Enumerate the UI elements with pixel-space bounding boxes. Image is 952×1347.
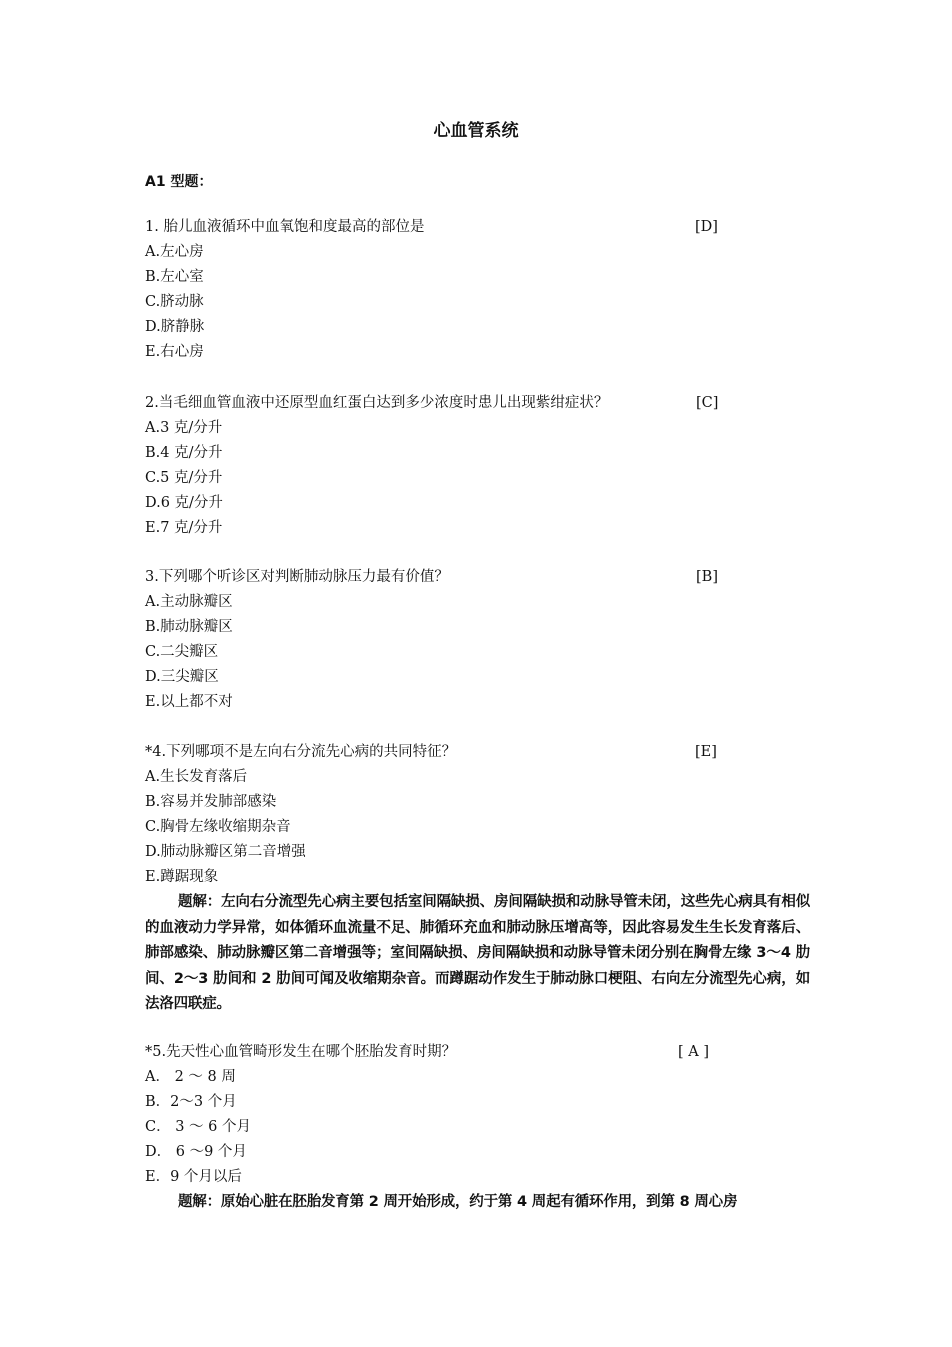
page-title: 心血管系统 — [433, 121, 519, 141]
option-b: B.左心室 — [145, 269, 204, 285]
option-d: D.6 克/分升 — [145, 495, 223, 511]
question-stem-row — [145, 740, 810, 765]
option-d: D.脐静脉 — [145, 319, 205, 335]
option-a: A.左心房 — [145, 244, 204, 260]
option-b: B.肺动脉瓣区 — [145, 619, 233, 635]
question-stem-row — [145, 565, 810, 590]
question-1 — [145, 215, 810, 365]
option-d: D.肺动脉瓣区第二音增强 — [145, 844, 306, 860]
question-answer: [C] — [696, 395, 719, 411]
option-e: E.蹲踞现象 — [145, 869, 219, 885]
option-e: E.以上都不对 — [145, 694, 233, 710]
option-c: C.5 克/分升 — [145, 470, 223, 486]
question-answer: [ A ] — [678, 1044, 710, 1060]
section-heading: A1 型题： — [145, 174, 213, 190]
option-a: A.主动脉瓣区 — [145, 594, 233, 610]
question-4 — [145, 740, 810, 1018]
question-stem-row — [145, 1040, 810, 1065]
question-stem: 2.当毛细血管血液中还原型血红蛋白达到多少浓度时患儿出现紫绀症状？ — [145, 395, 609, 411]
option-c: C.脐动脉 — [145, 294, 204, 310]
question-3 — [145, 565, 810, 715]
option-e: E.7 克/分升 — [145, 520, 223, 536]
question-stem: *4.下列哪项不是左向右分流先心病的共同特征？ — [145, 744, 457, 760]
question-stem-row — [145, 215, 810, 240]
question-explanation: 题解：原始心脏在胚胎发育第 2 周开始形成，约于第 4 周起有循环作用，到第 8 周心房 — [178, 1194, 738, 1210]
option-a: A． 2 ～ 8 周 — [145, 1069, 236, 1085]
question-5 — [145, 1040, 810, 1216]
option-e: E．9 个月以后 — [145, 1169, 242, 1185]
option-c: C.二尖瓣区 — [145, 644, 219, 660]
question-stem: 1. 胎儿血液循环中血氧饱和度最高的部位是 — [145, 219, 425, 235]
option-b: B.4 克/分升 — [145, 445, 223, 461]
question-explanation: 题解：左向右分流型先心病主要包括室间隔缺损、房间隔缺损和动脉导管未闭，这些先心病具有相似的血液动力学异常，如体循环血流量不足、肺循环充血和肺动脉压增高等，因此容易发生生长发育落后、肺部感染、肺动脉瓣区第二音增强等；室间隔缺损、房间隔缺损和动脉导管未闭分别在胸骨左缘 3～4 肋间、2～3 肋间和 2 肋间可闻及收缩期杂音。而蹲踞动作发生于肺动脉口梗阻、右向左分流型先心病，如法洛四联症。 — [145, 894, 810, 1012]
option-e: E.右心房 — [145, 344, 204, 360]
option-b: B.容易并发肺部感染 — [145, 794, 277, 810]
question-answer: [D] — [695, 219, 718, 235]
question-answer: [E] — [695, 744, 717, 760]
option-c: C.胸骨左缘收缩期杂音 — [145, 819, 291, 835]
option-c: C． 3 ～ 6 个月 — [145, 1119, 251, 1135]
question-stem: *5.先天性心血管畸形发生在哪个胚胎发育时期？ — [145, 1044, 457, 1060]
option-a: A.3 克/分升 — [145, 420, 223, 436]
option-d: D． 6 ～9 个月 — [145, 1144, 247, 1160]
option-d: D.三尖瓣区 — [145, 669, 219, 685]
question-2 — [145, 391, 810, 541]
option-b: B．2～3 个月 — [145, 1094, 237, 1110]
option-a: A.生长发育落后 — [145, 769, 248, 785]
question-answer: [B] — [696, 569, 718, 585]
question-stem: 3.下列哪个听诊区对判断肺动脉压力最有价值？ — [145, 569, 449, 585]
question-stem-row — [145, 391, 810, 416]
